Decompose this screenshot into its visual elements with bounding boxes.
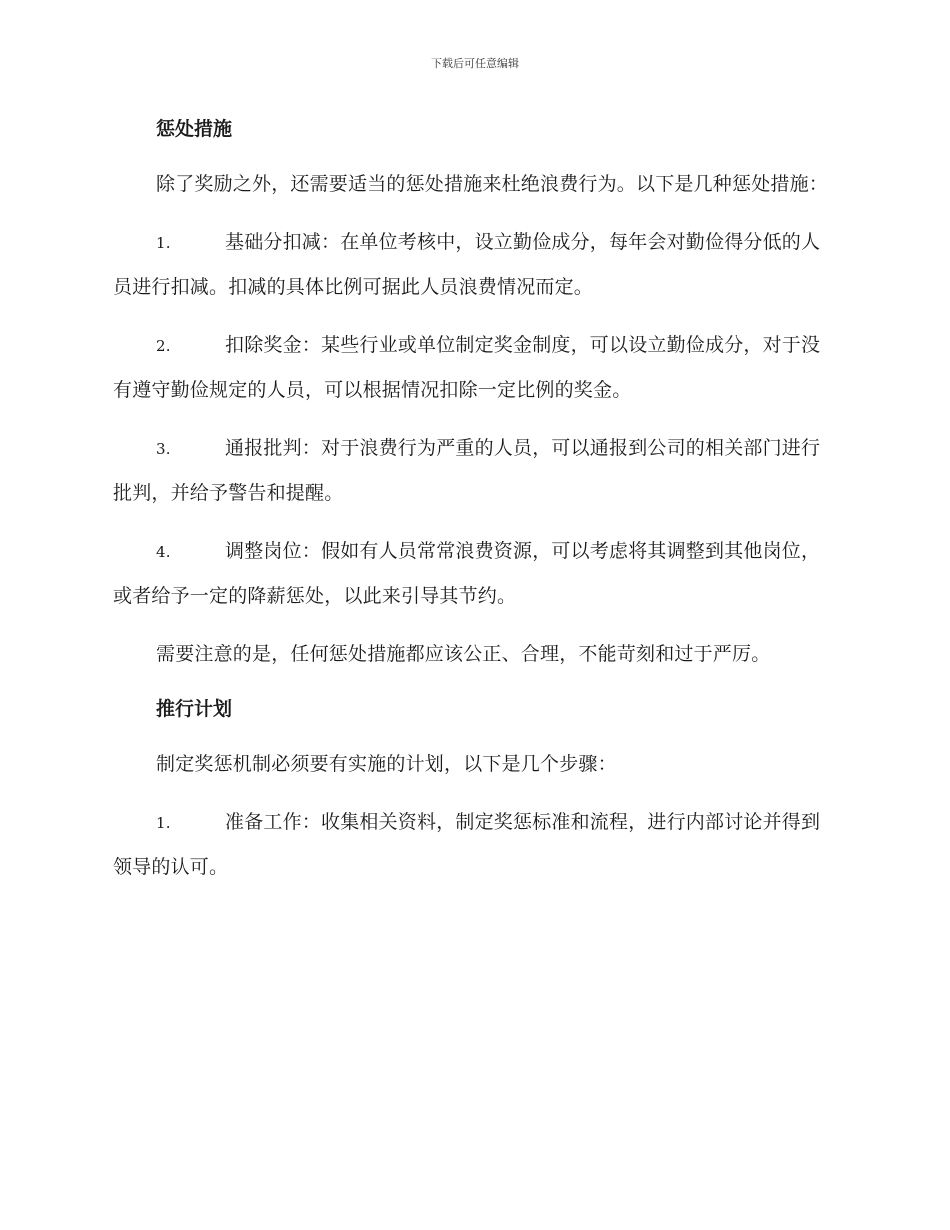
section-title-plan: 推行计划 [156,698,233,720]
list-item [113,426,833,515]
list-number: 1. [156,234,171,252]
list-item [113,323,833,412]
list-item [113,800,833,889]
list-number: 2. [156,337,171,355]
list-item [113,220,833,309]
section-intro-punishment: 除了奖励之外，还需要适当的惩处措施来杜绝浪费行为。以下是几种惩处措施： [156,173,829,195]
document-body [113,110,833,889]
list-number: 4. [156,543,171,561]
section-intro-plan: 制定奖惩机制必须要有实施的计划，以下是几个步骤： [156,753,617,775]
list-text: 通报批判：对于浪费行为严重的人员，可以通报到公司的相关部门进行批判，并给予警告和提醒。 [113,437,821,504]
list-number: 3. [156,440,171,458]
list-text: 扣除奖金：某些行业或单位制定奖金制度，可以设立勤俭成分，对于没有遵守勤俭规定的人员，可以根据情况扣除一定比例的奖金。 [113,334,821,401]
list-text: 准备工作：收集相关资料，制定奖惩标准和流程，进行内部讨论并得到领导的认可。 [113,811,821,878]
list-text: 基础分扣减：在单位考核中，设立勤俭成分，每年会对勤俭得分低的人员进行扣减。扣减的具体比例可据此人员浪费情况而定。 [113,231,821,298]
page-header-note: 下载后可任意编辑 [431,57,519,70]
list-text: 调整岗位：假如有人员常常浪费资源，可以考虑将其调整到其他岗位，或者给予一定的降薪惩处，以此来引导其节约。 [113,540,821,607]
list-item [113,529,833,618]
section-note-punishment: 需要注意的是，任何惩处措施都应该公正、合理，不能苛刻和过于严厉。 [156,643,771,665]
section-title-punishment: 惩处措施 [156,118,233,140]
list-number: 1. [156,814,171,832]
